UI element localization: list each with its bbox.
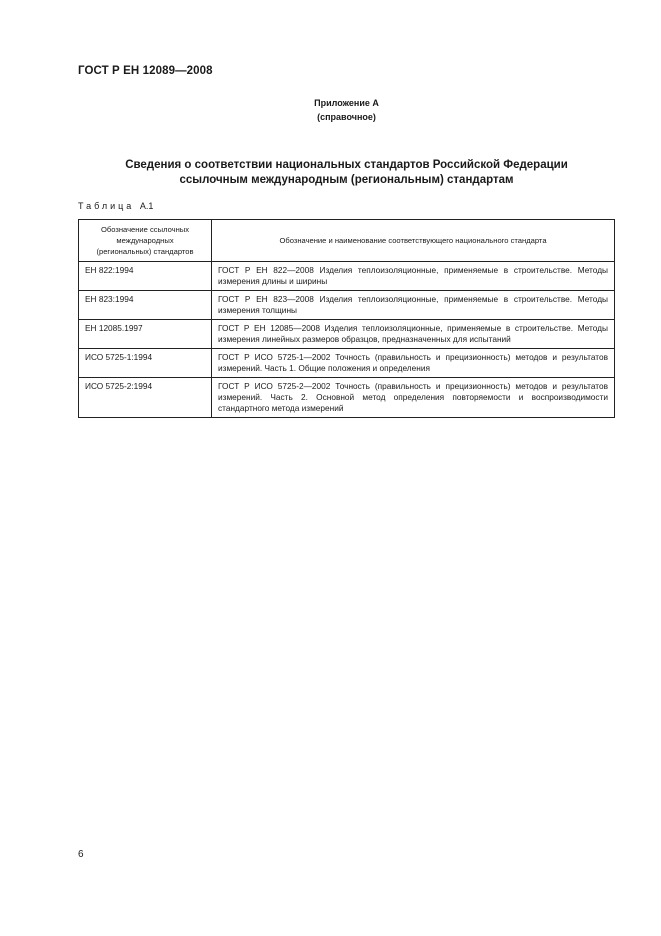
table-row <box>79 320 615 349</box>
reference-standard-cell: ЕН 823:1994 <box>79 291 212 320</box>
national-standard-cell: ГОСТ Р ЕН 823—2008 Изделия теплоизоляционные, применяемые в строительстве. Методы измерения толщины <box>212 291 615 320</box>
page-number: 6 <box>78 849 84 860</box>
header-reference-standard <box>79 220 212 262</box>
correspondence-table <box>78 219 615 418</box>
header-col1-line-3: (региональных) стандартов <box>96 247 194 256</box>
section-title-line-2: ссылочным международным (региональным) стандартам <box>179 174 514 186</box>
document-standard-code: ГОСТ Р ЕН 12089—2008 <box>78 65 213 77</box>
header-national-standard: Обозначение и наименование соответствующего национального стандарта <box>212 220 615 262</box>
table-row <box>79 262 615 291</box>
table-caption-number: А.1 <box>139 201 154 211</box>
header-col1-line-2: международных <box>116 236 174 245</box>
table-caption-prefix: Таблица <box>78 201 135 211</box>
table-caption <box>78 201 153 211</box>
appendix-label: Приложение А <box>314 98 379 108</box>
national-standard-cell: ГОСТ Р ИСО 5725-1—2002 Точность (правильность и прецизионность) методов и результатов измерений. Часть 1. Общие положения и определения <box>212 349 615 378</box>
section-title-line-1: Сведения о соответствии национальных стандартов Российской Федерации <box>125 159 568 171</box>
reference-standard-cell: ИСО 5725-1:1994 <box>79 349 212 378</box>
reference-standard-cell: ЕН 822:1994 <box>79 262 212 291</box>
reference-standard-cell: ИСО 5725-2:1994 <box>79 378 212 418</box>
header-col1-line-1: Обозначение ссылочных <box>100 225 190 234</box>
table-header-row <box>79 220 615 262</box>
national-standard-cell: ГОСТ Р ИСО 5725-2—2002 Точность (правильность и прецизионность) методов и результатов измерений. Часть 2. Основной метод определения повторяемости и воспроизводимости стандартного метода измерений <box>212 378 615 418</box>
table-row <box>79 378 615 418</box>
reference-standard-cell: ЕН 12085.1997 <box>79 320 212 349</box>
table-row <box>79 291 615 320</box>
national-standard-cell: ГОСТ Р ЕН 12085—2008 Изделия теплоизоляционные, применяемые в строительстве. Методы измерения линейных размеров образцов, предназначенных для испытаний <box>212 320 615 349</box>
table-row <box>79 349 615 378</box>
appendix-type: (справочное) <box>317 112 376 122</box>
national-standard-cell: ГОСТ Р ЕН 822—2008 Изделия теплоизоляционные, применяемые в строительстве. Методы измерения длины и ширины <box>212 262 615 291</box>
section-title <box>78 158 615 188</box>
appendix-heading <box>0 96 661 124</box>
